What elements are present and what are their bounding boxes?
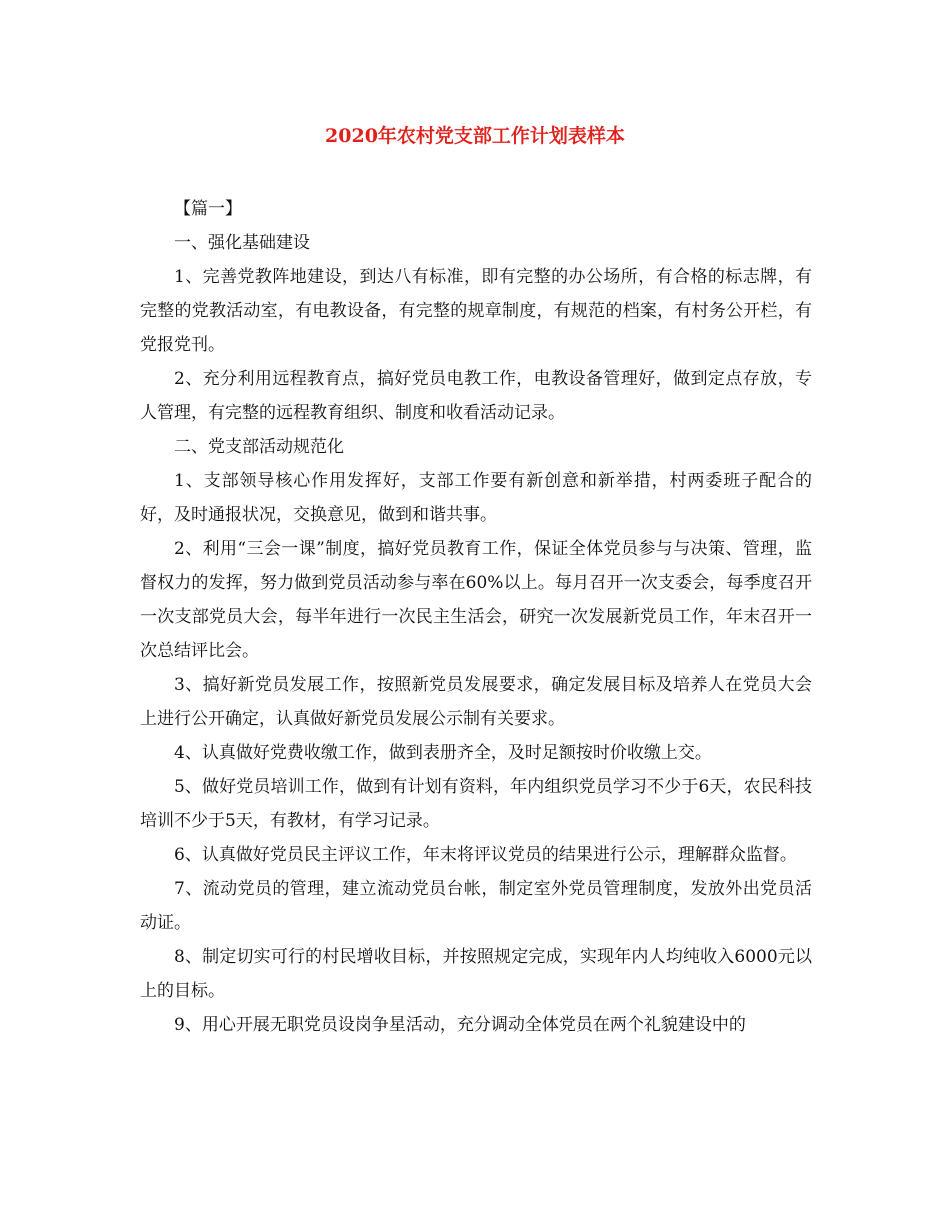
paragraph: 4、认真做好党费收缴工作，做到表册齐全，及时足额按时价收缴上交。 bbox=[174, 743, 712, 763]
section-marker: 【篇一】 bbox=[174, 199, 242, 219]
paragraph: 8、制定切实可行的村民增收目标，并按照规定完成，实现年内人均纯收入6000元以上的目标。 bbox=[140, 947, 812, 1001]
paragraph: 5、做好党员培训工作，做到有计划有资料，年内组织党员学习不少于6天，农民科技培训不少于5天，有教材，有学习记录。 bbox=[140, 777, 812, 831]
paragraph: 1、支部领导核心作用发挥好，支部工作要有新创意和新举措，村两委班子配合的好，及时通报状况，交换意见，做到和谐共事。 bbox=[140, 471, 812, 525]
paragraph: 1、完善党教阵地建设，到达八有标准，即有完整的办公场所，有合格的标志牌，有完整的党教活动室，有电教设备，有完整的规章制度，有规范的档案，有村务公开栏，有党报党刊。 bbox=[140, 267, 812, 355]
paragraph: 2、利用“三会一课”制度，搞好党员教育工作，保证全体党员参与与决策、管理，监督权力的发挥，努力做到党员活动参与率在60%以上。每月召开一次支委会，每季度召开一次支部党员大会，每半年进行一次民主生活会，研究一次发展新党员工作，年末召开一次总结评比会。 bbox=[140, 539, 812, 661]
paragraph: 3、搞好新党员发展工作，按照新党员发展要求，确定发展目标及培养人在党员大会上进行公开确定，认真做好新党员发展公示制有关要求。 bbox=[140, 675, 812, 729]
paragraph: 2、充分利用远程教育点，搞好党员电教工作，电教设备管理好，做到定点存放，专人管理，有完整的远程教育组织、制度和收看活动记录。 bbox=[140, 369, 812, 423]
section-heading: 一、强化基础建设 bbox=[174, 233, 310, 253]
section-heading: 二、党支部活动规范化 bbox=[174, 437, 344, 457]
document-title: 2020年农村党支部工作计划表样本 bbox=[325, 125, 625, 147]
paragraph: 9、用心开展无职党员设岗争星活动，充分调动全体党员在两个礼貌建设中的 bbox=[174, 1015, 746, 1035]
document-body bbox=[140, 192, 812, 1042]
paragraph: 7、流动党员的管理，建立流动党员台帐，制定室外党员管理制度，发放外出党员活动证。 bbox=[140, 879, 812, 933]
paragraph: 6、认真做好党员民主评议工作，年末将评议党员的结果进行公示，理解群众监督。 bbox=[174, 845, 797, 865]
